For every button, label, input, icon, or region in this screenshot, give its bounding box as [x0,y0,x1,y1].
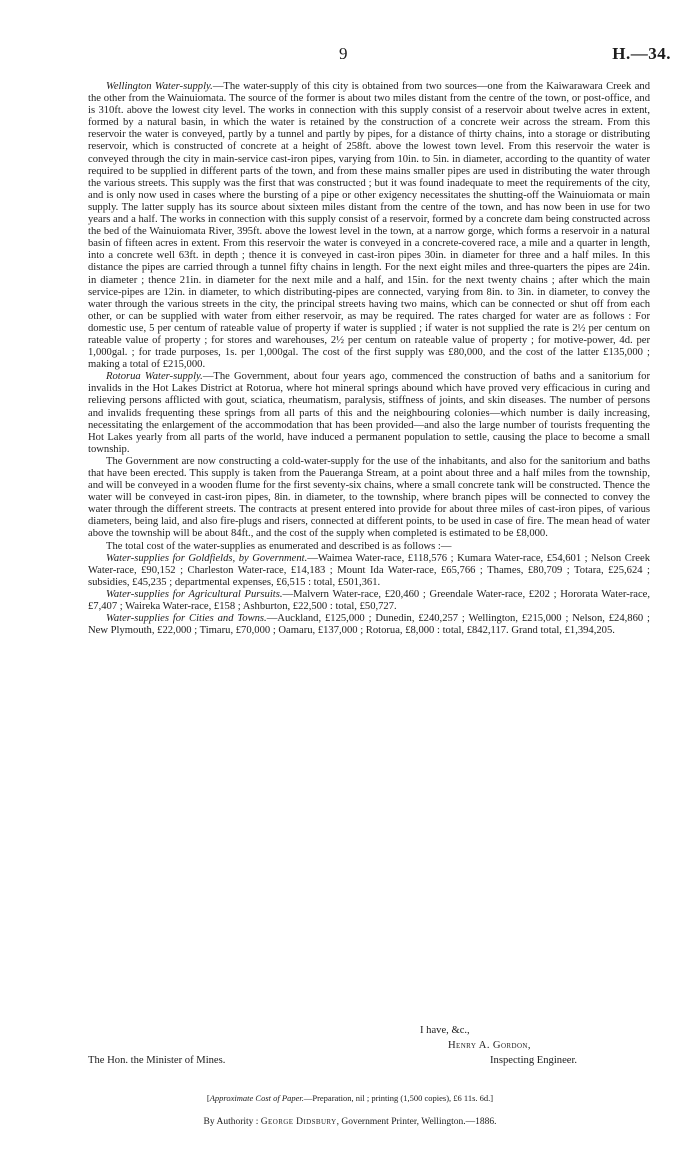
paragraph-text: The total cost of the water-supplies as enumerated and described is as follows :— [106,540,452,552]
signature-block [88,1025,650,1077]
paragraph-rotorua [88,371,650,456]
paragraph-cities [88,613,650,637]
paragraph-text: —Auckland, £125,000 ; Dunedin, £240,257 ; Wellington, £215,000 ; Nelson, £24,860 ; New Plymouth, £22,000 ; Timaru, £70,000 ; Oamaru, £137,000 ; Rotorua, £8,000 : total, £842,117. Grand total, £1,394,205. [88,613,650,637]
signatory-title: Inspecting Engineer. [490,1055,578,1066]
paragraph-lead: Rotorua Water-supply. [106,371,203,383]
paragraph-lead: Water-supplies for Cities and Towns. [106,613,267,625]
printer-imprint [0,1117,700,1127]
paragraph-text: The Government are now constructing a cold-water-supply for the use of the inhabitants, and also for the sanitorium and baths that have been erected. This supply is taken from the Paueranga Stream, at a point about three and a half miles from the township, and will be conveyed in a wooden flume for the first seventy-six chains, where a small concrete tank will be constructed. Thence the water will be conveyed in cast-iron pipes, 8in. in diameter, to the township, where branch pipes will be connected to convey the water through the different streets. The contracts at present entered into provide for about three miles of cast-iron pipes, of various diameters, being laid, and also fire-plugs and risers, connected at different points, to be used in case of fire. The mean head of water above the township will be about 84ft., and the cost of the supply when completed is estimated to be £8,000. [88,455,650,540]
closing-salutation: I have, &c., [420,1025,470,1036]
paragraph-text: —Waimea Water-race, £118,576 ; Kumara Water-race, £54,601 ; Nelson Creek Water-race, £90,152 ; Charleston Water-race, £14,183 ; Mount Ida Water-race, £65,766 ; Thames, £80,709 ; Totara, £25,624 ; subsidies, £45,235 ; departmental expenses, £6,515 : total, £501,361. [88,552,650,588]
paragraph-text: —Malvern Water-race, £20,460 ; Greendale Water-race, £202 ; Hororata Water-race, £7,407 ; Waireka Water-race, £158 ; Ashburton, £22,500 : total, £50,727. [88,588,650,613]
cost-of-paper-note: [Approximate Cost of Paper.—Preparation, nil ; printing (1,500 copies), £6 11s. 6d.] [206,1093,494,1103]
cost-lead: Approximate Cost of Paper. [209,1093,304,1103]
paragraph-total-intro [88,541,650,553]
document-reference: H.—34. [612,44,671,63]
paragraph-rotorua-supply [88,456,650,541]
page-header [0,44,700,70]
paragraph-text: —The water-supply of this city is obtained from two sources—one from the Kaiwarawara Creek and the other from the Wainuiomata. The source of the former is about two miles distant from the centre of the town, or post-office, and is 310ft. above the lowest city level. The works in connection with this supply consist of a reservoir about twelve acres in extent, formed by a natural basin, in which the water is retained by the construction of a concrete weir across the stream. From this reservoir the water is conveyed, partly by a tunnel and partly by pipes, for a distance of thirty chains, into a storage or distributing reservoir, which is constructed of concrete at a height of 258ft. above the lowest town level. From this reservoir the water is conveyed through the city in main-service cast-iron pipes, varying from 10in. to 5in. in diameter, according to the quantity of water required to be supplied in different parts of the town, and from these mains smaller pipes are used in distributing the water through the various streets. This supply was the first that was constructed ; but it was found inadequate to meet the requirements of the city, and is only now used in cases where the bursting of a pipe or other exigency necessitates the shutting-off the Wainuiomata or main supply. The latter supply has its source about sixteen miles distant from the centre of the town, and has now been in use for two years and a half. The works in connection with this supply consist of a reservoir, formed by a concrete dam being constructed across the bed of the Wainuiomata River, 395ft. above the lowest level in the town, at a narrow gorge, which forms a reservoir in a natural basin of fifteen acres in extent. From this reservoir the water is conveyed in a concrete-covered race, a mile and a quarter in length, into a concrete well 63ft. in depth ; thence it is conveyed in cast-iron pipes 30in. in diameter for three and a half miles. In this distance the pipes are carried through a tunnel fifty chains in length. For the next eight miles and three-quarters the pipes are 24in. in diameter ; thence 21in. in diameter for the next mile and a half, and 15in. for the next twenty chains ; after which the main service-pipes are 12in. in diameter, to which distributing-pipes are connected, varying from 8in. to 3in. in diameter, to convey the water through the various streets in the city, the principal streets having two mains, which can be connected or shut off from each other, or can be supplied with water from either reservoir, as may be required. The rates charged for water are as follows : For domestic use, 5 per centum of rateable value of property if water is supplied ; if water is not supplied the rate is 2½ per centum on rateable value of property ; for stores and warehouses, 2½ per centum on rateable value of property ; for motive-power, 4d. per 1,000gal. ; for trade purposes, 1s. per 1,000gal. The cost of the first supply was £80,000, and the cost of the latter £135,000 ; making a total of £215,000. [88,81,650,371]
cost-text: —Preparation, nil ; printing (1,500 copies), £6 11s. 6d. [303,1093,491,1103]
paragraph-lead: Water-supplies for Agricultural Pursuits. [106,588,283,600]
paragraph-lead: Water-supplies for Goldfields, by Government. [106,552,308,564]
page-number: 9 [339,44,348,63]
body-text [88,81,650,637]
paragraph-lead: Wellington Water-supply. [106,81,213,92]
authority-rest: , Government Printer, Wellington.—1886. [336,1117,497,1127]
paragraph-goldfields [88,553,650,589]
paragraph-wellington [88,81,650,371]
signatory-name: Henry A. Gordon, [448,1040,531,1051]
authority-lead: By Authority : [203,1117,259,1127]
addressee: The Hon. the Minister of Mines. [88,1055,226,1066]
paragraph-text: —The Government, about four years ago, commenced the construction of baths and a sanitorium for invalids in the Hot Lakes District at Rotorua, where hot mineral springs abound which have proved very efficacious in curing and relieving persons afflicted with gout, sciatica, rheumatism, paralysis, stiffness of joints, and skin diseases. The number of persons and invalids frequenting these springs from all parts of this and the neighbouring colonies—which number is daily increasing, necessitating the enlargement of the accommodation that has been provided—and also the large number of tourists frequenting the Hot Lakes yearly from all parts of the world, have induced a permanent population to settle, causing the place to become a small township. [88,371,650,455]
paragraph-agricultural [88,589,650,613]
printer-name: George Didsbury [260,1117,337,1127]
